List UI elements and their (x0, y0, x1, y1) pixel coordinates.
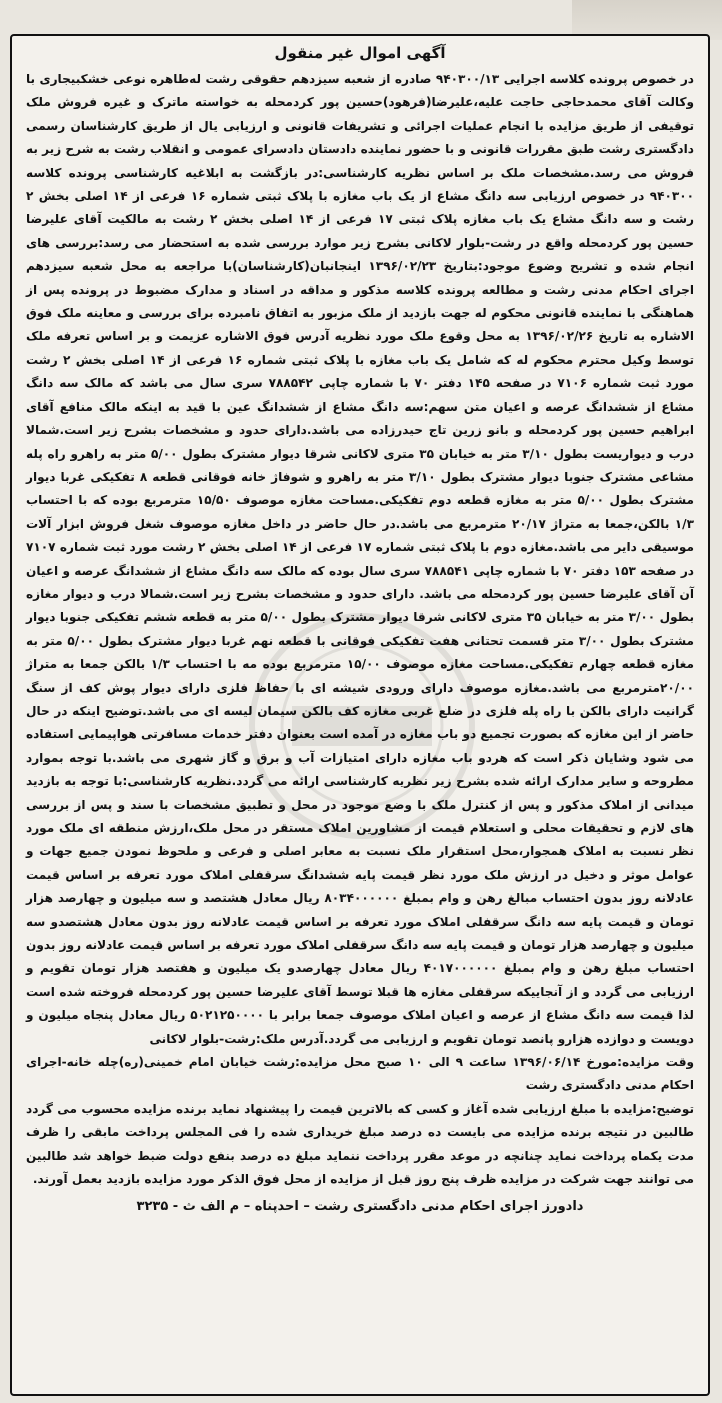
notice-paragraph-main: در خصوص پرونده کلاسه اجرایی ۹۴۰۳۰۰/۱۳ صادره از شعبه سیزدهم حقوقی رشت له‌طاهره نوعی خشکبیجاری با وکالت آقای محمدحاجی حاجت علیه،علیرضا(فرهود)حسین پور کردمحله به خواسته ماترک و غیره فروش ملک توقیفی از طریق مزایده با انجام عملیات اجرائی و تشریفات قانونی و ارزیابی یال از طریق کارشناسان رسمی دادگستری رشت طبق مقررات قانونی و با حضور نماینده دادستان دادسرای عمومی و انقلاب رشت به شرح زیر به فروش می رسد.مشخصات ملک بر اساس نظریه کارشناسی:در بازگشت به ابلاغیه کارشناسی پرونده کلاسه ۹۴۰۳۰۰ در خصوص ارزیابی سه دانگ مشاع از یک باب مغازه با پلاک ثبتی شماره ۱۶ فرعی از ۱۴ اصلی بخش ۲ رشت و سه دانگ مشاع یک باب مغازه پلاک ثبتی ۱۷ فرعی از ۱۴ اصلی بخش ۲ رشت به مالکیت آقای علیرضا حسین پور کردمحله واقع در رشت-بلوار لاکانی بشرح زیر موارد بررسی شده به استحضار می رسد:بررسی های انجام شده و تشریح وضوع موجود:بتاریخ ۱۳۹۶/۰۲/۲۳ اینجانبان(کارشناسان)با مراجعه به محل شعبه سیزدهم اجرای احکام مدنی رشت و مطالعه پرونده کلاسه مذکور و مداقه در اسناد و مدارک مضبوط در پرونده پس از هماهنگی با نماینده قانونی محکوم له جهت بازدید از ملک مزبور به اتفاق نامبرده برای بررسی و معاینه ملک فوق الاشاره به تاریخ ۱۳۹۶/۰۲/۲۶ به محل وقوع ملک مورد نظریه آدرس فوق الاشاره عزیمت و بر اساس تعرفه ملک توسط وکیل محترم محکوم له که شامل یک باب مغازه با پلاک ثبتی شماره ۱۶ فرعی از ۱۴ اصلی بخش ۲ رشت مورد ثبت شماره ۷۱۰۶ در صفحه ۱۴۵ دفتر ۷۰ با شماره چاپی ۷۸۸۵۴۲ سری سال می باشد که مالک سه دانگ مشاع از ششدانگ عرصه و اعیان متن سهم:سه دانگ مشاع از ششدانگ عین با قید به اینکه مالک منافع آقای ابراهیم حسین پور کردمحله و بانو زرین تاج حیدرزاده می باشد.دارای حدود و مشخصات بشرح زیر است.شمالا درب و دیواریست بطول ۳/۱۰ متر به خیابان ۳۵ متری لاکانی شرقا دیوار مشترک بطول ۵/۰۰ متر به راهرو راه پله مشاعی مشترک جنوبا دیوار مشترک بطول ۳/۱۰ متر به راهرو و شوفاژ خانه فوقانی قطعه ۸ تفکیکی غربا دیوار مشترک بطول ۵/۰۰ متر به مغازه قطعه دوم تفکیکی.مساحت مغازه موصوف ۱۵/۵۰ مترمربع بوده که با احتساب ۱/۳ بالکن،جمعا به متراژ ۲۰/۱۷ مترمربع می باشد.در حال حاضر در داخل مغازه موصوف شغل فروش ابزار آلات موسیقی دایر می باشد.مغازه دوم با پلاک ثبتی شماره ۱۷ فرعی از ۱۴ اصلی بخش ۲ رشت مورد ثبت شماره ۷۱۰۷ در صفحه ۱۵۳ دفتر ۷۰ با شماره چاپی ۷۸۸۵۴۱ سری سال بوده که مالک سه دانگ مشاع از ششدانگ عرصه و اعیان آن آقای علیرضا حسین پور کردمحله می باشد. دارای حدود و مشخصات بشرح زیر است.شمالا درب و دیوار مغازه بطول ۳/۰۰ متر به خیابان ۳۵ متری لاکانی شرقا دیوار مشترک بطول ۵/۰۰ متر به قطعه ششم تفکیکی جنوبا دیوار مشترک بطول ۳/۰۰ متر قسمت تحتانی هفت تفکیکی فوقانی با قطعه نهم غربا دیوار مشترک بطول ۵/۰۰ متر به مغازه قطعه چهارم تفکیکی.مساحت مغازه موصوف ۱۵/۰۰ مترمربع بوده مه با احتساب ۱/۳ بالکن جمعا به متراژ ۲۰/۰۰مترمربع می باشد.مغازه موصوف دارای ورودی شیشه ای با حفاظ فلزی دارای دیوار پوش کف از سنگ گرانیت دارای بالکن با راه پله فلزی در ضلع غربی مغازه کف بالکن سیمان لیسه ای می باشد.توضیح اینکه در حال حاضر از این مغازه که بصورت تجمیع دو باب مغازه در آمده است بعنوان دفتر خدمات مسافرتی هواپیمایی استفاده می شود وشایان ذکر است که هردو باب مغازه دارای امتیازات آب و برق و گاز شهری می باشد.با توجه بموارد مطروحه و سایر مدارک ارائه شده بشرح زیر نظریه کارشناسی ارائه می گردد.نظریه کارشناسی:با توجه به بازدید میدانی از املاک مذکور و پس از کنترل ملک با وضع موجود در محل و تطبیق مشخصات با سند و پس از بررسی های لازم و تحقیقات محلی و استعلام قیمت از مشاورین املاک مستقر در محل ملک،ارزش منطقه ای ملک مورد نظر نسبت به املاک همجوار،محل استقرار ملک نسبت به معابر اصلی و فرعی و ملحوظ نمودن جمیع جهات و عوامل موثر و دخیل در ارزش ملک مورد نظر قیمت پایه ششدانگ سرقفلی املاک مورد تعرفه بر اساس قیمت عادلانه روز بدون احتساب مبالغ رهن و وام بمبلغ ۸۰۳۴۰۰۰۰۰۰ ریال معادل هشتصد و سه میلیون و چهارصد هزار تومان و قیمت پایه سه دانگ سرقفلی املاک مورد تعرفه بر اساس قیمت عادلانه روز بدون معادل هشتصدو سه میلیون و چهارصد هزار تومان و قیمت پایه سه دانگ سرقفلی املاک مورد تعرفه بر اساس قیمت عادلانه روز بدون احتساب مبلغ رهن و وام بمبلغ ۴۰۱۷۰۰۰۰۰۰ ریال معادل چهارصدو یک میلیون و هفتصد هزار تومان تقویم و ارزیابی می گردد و از آنجاییکه سرقفلی مغازه ها قبلا توسط آقای علیرضا حسین پور کردمحله فروخته شده است لذا قیمت سه دانگ مشاع از عرصه و اعیان املاک موصوف جمعا برابر با ۵۰۲۱۲۵۰۰۰۰ ریال معادل پنجاه میلیون و دویست و دوازده هزارو پانصد تومان تقویم و ارزیابی می گردد.آدرس ملک:رشت-بلوار لاکانی (26, 72, 695, 1046)
notice-title: آگهی اموال غیر منقول (274, 44, 446, 62)
legal-notice-box (10, 34, 710, 1396)
notice-paragraph-explanation: توضیح:مزایده با مبلغ ارزیابی شده آغاز و کسی که بالاترین قیمت را پیشنهاد نماید برنده مزایده محسوب می گردد طالبین در نتیجه برنده مزایده می بایست ده درصد مبلغ خریداری شده را فی المجلس پرداخت مابقی را ظرف مدت یکماه پرداخت نماید چنانچه در موعد مقرر پرداخت ننماید مبلغ ده درصد بنفع دولت ضبط خواهد شد طالبین می توانند جهت شرکت در مزایده ظرف پنج روز قبل از مزایده از محل فوق الذکر مورد مزایده بازدید بعمل آورند. (26, 1101, 694, 1187)
notice-body (26, 68, 694, 1192)
notice-signature: دادورز اجرای احکام مدنی دادگستری رشت – احدپناه – م الف ث - ۳۲۳۵ (136, 1198, 584, 1214)
notice-paragraph-auction-time: وقت مزایده:مورخ ۱۳۹۶/۰۶/۱۴ ساعت ۹ الی ۱۰ صبح محل مزایده:رشت خیابان امام خمینی(ره)چله خانه-اجرای احکام مدنی دادگستری رشت (26, 1055, 695, 1093)
